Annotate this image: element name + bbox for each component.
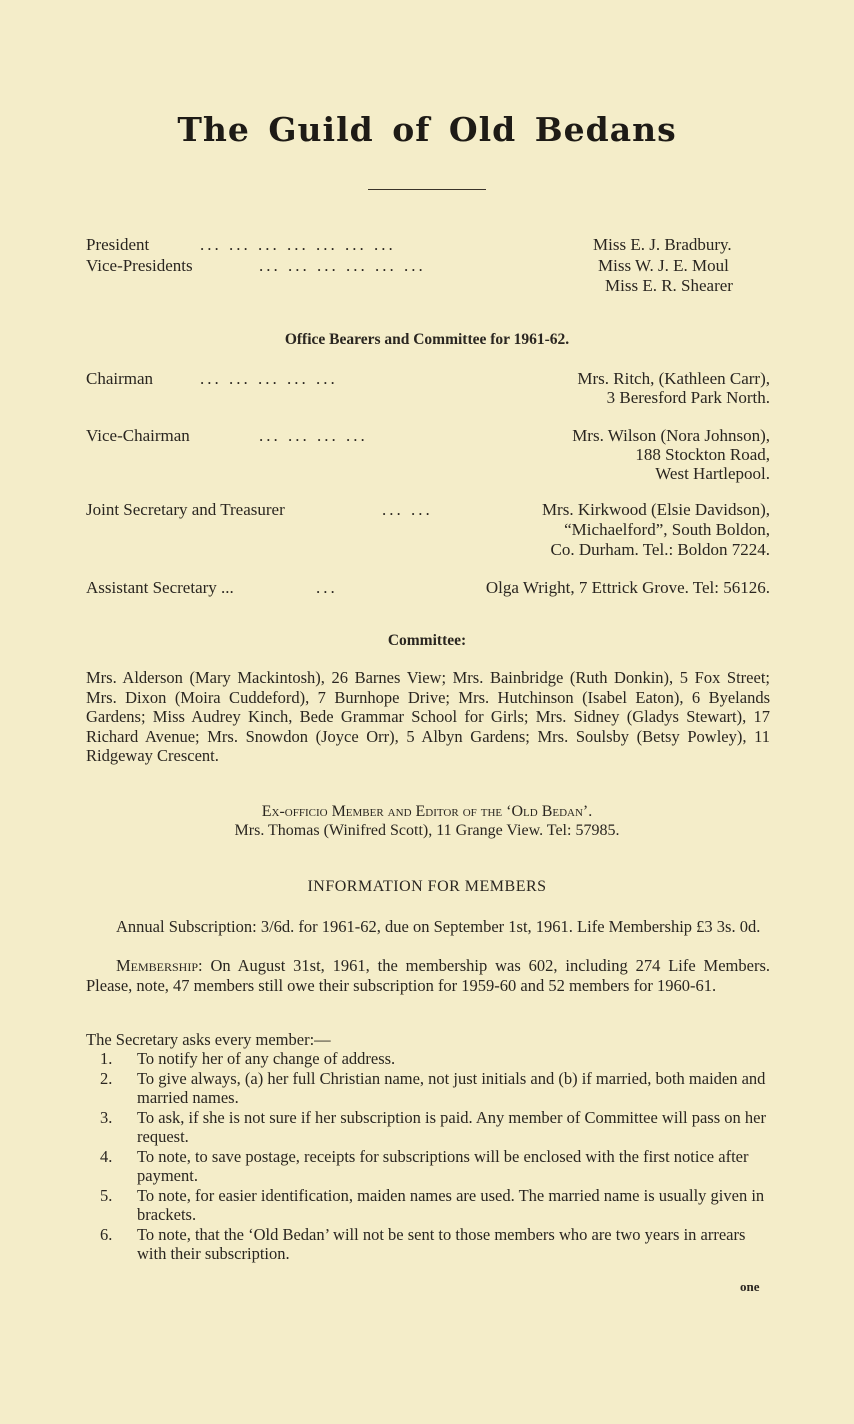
- secretary-intro: The Secretary asks every member:—: [86, 1030, 331, 1049]
- vice-chairman-line-1: Mrs. Wilson (Nora Johnson),: [572, 426, 770, 445]
- chairman-line-2: 3 Beresford Park North.: [606, 388, 770, 407]
- membership-label: Membership:: [116, 956, 203, 975]
- chairman-line-1: Mrs. Ritch, (Kathleen Carr),: [577, 369, 770, 388]
- request-text: To note, that the ‘Old Bedan’ will not be sent to those members who are two years in arrears with their subscription.: [137, 1224, 746, 1263]
- page-title: The Guild of Old Bedans: [177, 110, 677, 149]
- vice-president-2: Miss E. R. Shearer: [605, 276, 733, 295]
- request-text: To ask, if she is not sure if her subscription is paid. Any member of Committee will pass on her request.: [137, 1107, 766, 1146]
- vice-presidents-label: Vice-Presidents: [86, 256, 193, 275]
- vice-chairman-label: Vice-Chairman: [86, 426, 190, 445]
- joint-secretary-line-2: “Michaelford”, South Boldon,: [564, 520, 770, 539]
- joint-secretary-line-1: Mrs. Kirkwood (Elsie Davidson),: [541, 500, 770, 519]
- request-number: 3.: [100, 1107, 113, 1127]
- request-item: [100, 1069, 770, 1108]
- request-number: 2.: [100, 1068, 113, 1088]
- vice-chairman-dots: ... ... ... ...: [259, 426, 368, 445]
- information-heading: INFORMATION FOR MEMBERS: [307, 878, 547, 895]
- vice-chairman-line-3: West Hartlepool.: [655, 464, 770, 483]
- committee-heading: Committee:: [387, 632, 467, 649]
- request-number: 6.: [100, 1224, 113, 1244]
- request-text: To give always, (a) her full Christian name, not just initials and (b) if married, both maiden and married names.: [137, 1068, 766, 1107]
- chairman-label: Chairman: [86, 369, 154, 388]
- vice-chairman-line-2: 188 Stockton Road,: [635, 445, 770, 464]
- membership-text: On August 31st, 1961, the membership was 602, including 274 Life Members. Please, note, 47 members still owe their subscription for 1959-60 and 52 members for 1960-61.: [86, 956, 770, 995]
- vice-presidents-dots: ... ... ... ... ... ...: [259, 256, 426, 275]
- assistant-secretary-dots: ...: [316, 578, 338, 597]
- ex-officio-title: Ex-officio Member and Editor of the ‘Old Bedan’.: [261, 803, 593, 820]
- ex-officio-member: Mrs. Thomas (Winifred Scott), 11 Grange View. Tel: 57985.: [234, 822, 620, 839]
- assistant-secretary-value: Olga Wright, 7 Ettrick Grove. Tel: 56126.: [485, 578, 770, 597]
- title-divider: [368, 189, 486, 190]
- request-item: [100, 1108, 770, 1147]
- request-text: To note, to save postage, receipts for subscriptions will be enclosed with the first notice after payment.: [137, 1146, 749, 1185]
- committee-members: Mrs. Alderson (Mary Mackintosh), 26 Barnes View; Mrs. Bainbridge (Ruth Donkin), 5 Fox Street; Mrs. Dixon (Moira Cuddeford), 7 Burnhope Drive; Mrs. Hutchinson (Isabel Eaton), 6 Byelands Gardens; Miss Audrey Kinch, Bede Grammar School for Girls; Mrs. Sidney (Gladys Stewart), 17 Richard Avenue; Mrs. Snowdon (Joyce Orr), 5 Albyn Gardens; Mrs. Soulsby (Betsy Powley), 11 Ridgeway Crescent.: [86, 668, 770, 765]
- request-number: 1.: [100, 1049, 113, 1068]
- vice-president-1: Miss W. J. E. Moul: [598, 256, 729, 275]
- request-number: 5.: [100, 1185, 113, 1205]
- request-item: [100, 1186, 770, 1225]
- joint-secretary-dots: ... ...: [382, 500, 433, 519]
- joint-secretary-line-3: Co. Durham. Tel.: Boldon 7224.: [550, 540, 770, 559]
- membership-paragraph: [86, 956, 770, 995]
- request-text: To notify her of any change of address.: [137, 1049, 396, 1068]
- request-item: [100, 1147, 770, 1186]
- request-item: [100, 1225, 770, 1264]
- annual-subscription: Annual Subscription: 3/6d. for 1961-62, due on September 1st, 1961. Life Membership £3 3s. 0d.: [116, 917, 761, 936]
- assistant-secretary-label: Assistant Secretary ...: [86, 578, 234, 597]
- page-number: one: [740, 1279, 760, 1294]
- president-value: Miss E. J. Bradbury.: [593, 235, 732, 254]
- joint-secretary-label: Joint Secretary and Treasurer: [86, 500, 285, 519]
- president-label: President: [86, 235, 150, 254]
- chairman-dots: ... ... ... ... ...: [200, 369, 338, 388]
- request-number: 4.: [100, 1146, 113, 1166]
- request-text: To note, for easier identification, maiden names are used. The married name is usually given in brackets.: [137, 1185, 765, 1224]
- office-bearers-heading: Office Bearers and Committee for 1961-62.: [284, 331, 570, 348]
- president-dots: ... ... ... ... ... ... ...: [200, 235, 396, 254]
- member-requests-list: [100, 1049, 770, 1264]
- request-item: [100, 1049, 770, 1069]
